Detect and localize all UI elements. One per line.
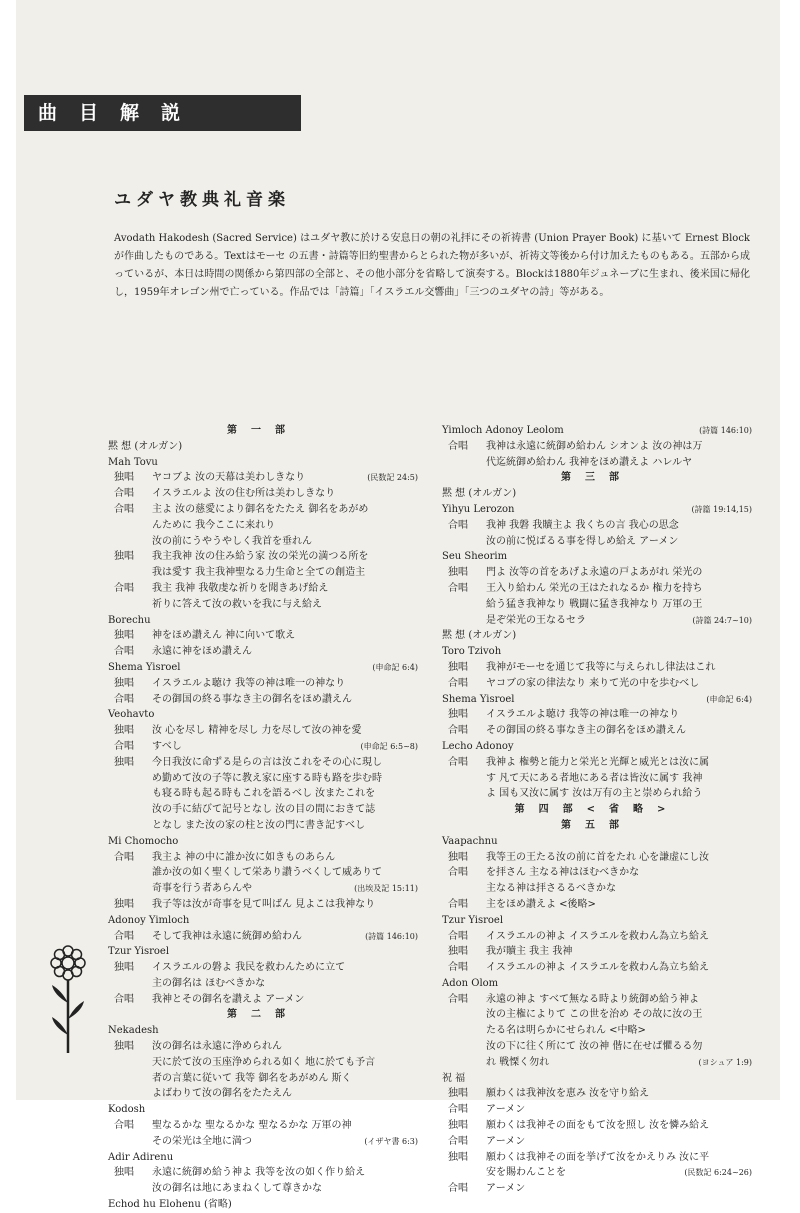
lyric-line: 願わくは我神汝を恵み 汝を守り給え [486, 1088, 650, 1100]
piece-title: Mi Chomocho [108, 835, 179, 847]
scripture-ref: (民数記 6:24~26) [684, 1168, 752, 1178]
role-label: 独唱 [114, 725, 134, 737]
lyric-line: 汝の主権によりて この世を治め その故に汝の王 [486, 1009, 703, 1021]
verse-row [442, 1181, 752, 1197]
verse-row [442, 723, 752, 739]
lyric-line: アーメン [486, 1104, 526, 1116]
role-label: 独唱 [448, 851, 468, 863]
lyric-line: 我神よ 権勢と能力と栄光と光輝と威光とは汝に属 [486, 756, 710, 768]
role-label: 合唱 [114, 740, 134, 752]
lyric-line: 神をほめ讃えん 神に向いて歌え [152, 630, 296, 642]
lyric-line: れ 戦慄く勿れ (ヨシュア 1:9) [486, 1055, 752, 1071]
lyric-line: す 凡て天にある者地にある者は皆汝に属す 我神 [486, 772, 703, 784]
part-heading: 第五部 [561, 819, 633, 831]
role-label: 独唱 [448, 661, 468, 673]
lyric-line: 我等王の王たる汝の前に首をたれ 心を謙虚にし汝 [486, 851, 710, 863]
piece-title-row [442, 423, 752, 439]
verse-row [442, 929, 752, 945]
lyric-line: その御国の終る事なき主の御名をほめ讃えん [486, 725, 686, 737]
piece-title: Echod hu Elohenu (省略) [108, 1199, 232, 1211]
lyric-line: 汝 心を尽し 精神を尽し 力を尽して汝の神を愛 [152, 725, 362, 737]
scripture-ref: (イザヤ書 6:3) [364, 1136, 418, 1146]
verse-row [442, 707, 752, 723]
verse-row [108, 692, 418, 708]
role-label: 合唱 [448, 1183, 468, 1195]
verse-row [108, 470, 418, 486]
meditation-label: 黙 想 (オルガン) [108, 440, 183, 452]
scripture-ref: (詩篇 146:10) [365, 931, 418, 941]
role-label: 合唱 [448, 962, 468, 974]
piece-title: Yimloch Adonoy Leolom [442, 425, 564, 436]
lyric-line: 汝の前にうやうやしく我首を垂れん [152, 535, 312, 547]
scripture-ref: (申命記 6:5~8) [360, 741, 418, 751]
lyric-line: 汝の手に結びて記号となし 汝の目の間におきて誌 [152, 804, 376, 816]
lyric-line: 者の言葉に従いて 我等 御名をあがめん 斯く [152, 1072, 352, 1084]
meditation-label: 黙 想 (オルガン) [442, 488, 517, 500]
piece-title: Toro Tzivoh [442, 646, 502, 658]
scripture-ref: (申命記 6:4) [706, 694, 752, 704]
piece-title: Yihyu Lerozon [442, 503, 515, 515]
role-label: 合唱 [114, 693, 134, 705]
piece-title: Tzur Yisroel [108, 946, 170, 958]
role-label: 独唱 [114, 630, 134, 642]
lyric-line: 汝の御名は地にあまねくして尊きかな [152, 1183, 322, 1195]
verse-row [108, 1165, 418, 1197]
lyric-line: すべし (申命記 6:5~8) [152, 739, 418, 755]
role-label: 合唱 [114, 488, 134, 500]
verse-row [108, 1039, 418, 1102]
lyric-line: を拝さん 主なる神はほむべきかな [486, 867, 640, 879]
scripture-ref: (出埃及記 15:11) [354, 884, 418, 894]
verse-row [442, 1086, 752, 1102]
lyric-line: 天に於て汝の玉座浄められる如く 地に於ても予言 [152, 1056, 376, 1068]
verse-row [108, 628, 418, 644]
verse-row [108, 502, 418, 549]
verse-row [442, 439, 752, 471]
role-label: 独唱 [114, 472, 134, 484]
role-label: 合唱 [448, 519, 468, 531]
role-label: 独唱 [448, 1151, 468, 1163]
lyric-line: 主をほめ讃えよ <後略> [486, 898, 596, 910]
lyric-line: 祈りに答えて汝の救いを我に与え給え [152, 598, 322, 610]
piece-title: Mah Tovu [108, 456, 158, 468]
lyric-line: イスラエルよ 汝の住む所は美わしきなり [152, 488, 336, 500]
lyric-line: 代迄統御め給わん 我神をほめ讃えよ ハレルヤ [486, 456, 693, 468]
role-label: 合唱 [448, 677, 468, 689]
role-label: 合唱 [448, 867, 468, 879]
lyric-line: んために 我今ここに来れり [152, 519, 276, 531]
lyric-line: アーメン [486, 1183, 526, 1195]
lyric-line: 我主よ 神の中に誰か汝に如きものあらん [152, 851, 336, 863]
piece-title: Tzur Yisroel [442, 914, 504, 926]
left-column [108, 423, 418, 1213]
verse-row [442, 1134, 752, 1150]
lyric-line: 願わくは我神その面をもて汝を照し 汝を憐み給え [486, 1120, 710, 1132]
role-label: 独唱 [114, 756, 134, 768]
scripture-ref: (ヨシュア 1:9) [698, 1057, 752, 1067]
lyric-line: 汝の前に悦ばるる事を得しめ給え アーメン [486, 535, 679, 547]
program-page [16, 0, 780, 1211]
role-label: 独唱 [448, 567, 468, 579]
role-label: 独唱 [448, 1088, 468, 1100]
lyric-line: 主の御名は ほむべきかな [152, 977, 266, 989]
piece-title-row [442, 502, 752, 518]
verse-row [108, 960, 418, 992]
verse-row [442, 581, 752, 628]
verse-row [442, 565, 752, 581]
role-label: 独唱 [448, 1120, 468, 1132]
role-label: 合唱 [114, 582, 134, 594]
role-label: 独唱 [114, 677, 134, 689]
scripture-ref: (詩篇 146:10) [699, 426, 752, 435]
role-label: 合唱 [114, 993, 134, 1005]
lyric-line: イスラエルの磐よ 我民を救わんために立て [152, 962, 346, 974]
lyric-line: そして我神は永遠に統御め給わん (詩篇 146:10) [152, 929, 418, 945]
lyric-line: 奇事を行う者あらんや (出埃及記 15:11) [152, 881, 418, 897]
role-label: 合唱 [114, 930, 134, 942]
lyric-line: 誰か汝の如く聖くして栄あり讃うべくして威ありて [152, 867, 382, 879]
lyric-line: アーメン [486, 1135, 526, 1147]
meditation-label: 黙 想 (オルガン) [442, 630, 517, 642]
section-header: 曲目解説 [24, 95, 301, 131]
verse-row [108, 676, 418, 692]
lyric-line: 王入り給わん 栄光の王はたれなるか 権力を持ち [486, 582, 703, 594]
role-label: 独唱 [448, 709, 468, 721]
lyric-line: たる名は明らかにせられん <中略> [486, 1025, 646, 1037]
piece-title: Seu Sheorim [442, 551, 508, 563]
lyric-line: ヤコブよ 汝の天幕は美わしきなり (民数記 24:5) [152, 470, 418, 486]
scripture-ref: (詩篇 19:14,15) [691, 504, 752, 514]
piece-title-row [108, 660, 418, 676]
piece-title: Kodosh [108, 1104, 146, 1116]
verse-row [442, 518, 752, 550]
part-heading: 第三部 [561, 472, 633, 484]
lyric-line: 主よ 汝の慈愛により御名をたたえ 御名をあがめ [152, 503, 369, 515]
verse-row [442, 992, 752, 1071]
verse-row [442, 1118, 752, 1134]
piece-title: Adir Adirenu [108, 1151, 174, 1163]
lyric-line: も寝る時も起る時もこれを語るべし 汝またこれを [152, 788, 376, 800]
main-title: ユダヤ教典礼音楽 [114, 190, 290, 210]
intro-paragraph: Avodath Hakodesh (Sacred Service) はユダヤ教に於ける安息日の朝の礼拝にその祈祷書 (Union Prayer Book) に基いて Ernest Block が作曲したものである。Textはモーセ の五書・詩篇等旧約聖書からとられた物が多いが、祈祷文等後から付け加えたものもある。五部から成っているが、本日は時間の関係から第四部の全部と、その他小部分を省略して演奏する。Blockは1880年ジュネーブに生まれ、後米国に帰化し，1959年オレゴン州で亡っている。作品では「詩篇」「イスラエル交響曲」「三つのユダヤの詩」等がある。 [114, 233, 750, 298]
verse-row [108, 850, 418, 897]
verse-row [442, 850, 752, 866]
verse-row [442, 660, 752, 676]
lyric-line: 我主 我神 我敬虔な祈りを聞きあげ給え [152, 582, 329, 594]
role-label: 独唱 [114, 551, 134, 563]
verse-row [108, 644, 418, 660]
verse-row [442, 1150, 752, 1182]
lyric-line: 汝の御名は永遠に浄められん [152, 1041, 282, 1053]
scripture-ref: (詩篇 24:7~10) [692, 615, 752, 625]
role-label: 合唱 [448, 898, 468, 910]
verse-row [108, 486, 418, 502]
lyric-line: 安を賜わんことを (民数記 6:24~26) [486, 1165, 752, 1181]
part-heading: 第四部<省略> [514, 804, 680, 816]
lyric-line: よ 国も又汝に属す 汝は万有の主と崇められ給う [486, 788, 703, 800]
lyric-line: 永遠に神をほめ讃えん [152, 646, 252, 658]
piece-title-row [442, 692, 752, 708]
role-label: 合唱 [448, 993, 468, 1005]
role-label: 独唱 [114, 898, 134, 910]
lyric-line: 今日我汝に命ずる是らの言は汝これをその心に現し [152, 756, 382, 768]
lyric-line: 我神がモーセを通じて我等に与えられし律法はこれ [486, 661, 716, 673]
lyric-line: め勤めて汝の子等に教え家に座する時も路を歩む時 [152, 772, 382, 784]
right-column [442, 423, 752, 1197]
role-label: 独唱 [114, 1041, 134, 1053]
verse-row [442, 944, 752, 960]
verse-row [442, 960, 752, 976]
lyric-line: 我神 我磐 我贖主よ 我くちの言 我心の思念 [486, 519, 679, 531]
role-label: 独唱 [114, 962, 134, 974]
role-label: 合唱 [448, 440, 468, 452]
role-label: 独唱 [114, 1167, 134, 1179]
verse-row [108, 992, 418, 1008]
lyric-line: となし また汝の家の柱と汝の門に書き記すべし [152, 819, 365, 831]
part-heading: 第一部 [227, 425, 299, 436]
lyric-line: 我神は永遠に統御め給わん シオンよ 汝の神は万 [486, 440, 703, 452]
lyric-line: 我主我神 汝の住み給う家 汝の栄光の満つる所を [152, 551, 369, 563]
role-label: 合唱 [114, 851, 134, 863]
lyric-line: イスラエルの神よ イスラエルを救わん為立ち給え [486, 962, 709, 974]
piece-title: Vaapachnu [442, 835, 498, 847]
verse-row [108, 755, 418, 834]
lyric-line: 永遠の神よ すべて無なる時より統御め給う神よ [486, 993, 699, 1005]
lyric-line: イスラエルよ聴け 我等の神は唯一の神なり [486, 709, 680, 721]
lyric-line: 我神とその御名を讃えよ アーメン [152, 993, 305, 1005]
role-label: 合唱 [448, 1135, 468, 1147]
lyric-line: その御国の終る事なき主の御名をほめ讃えん [152, 693, 352, 705]
lyric-line: 我が贖主 我主 我神 [486, 946, 573, 958]
piece-title: Veohavto [108, 709, 155, 721]
role-label: 合唱 [448, 1104, 468, 1116]
role-label: 合唱 [114, 1120, 134, 1132]
lyric-line: 我は愛す 我主我神聖なる力生命と全ての創造主 [152, 567, 366, 579]
piece-title: Nekadesh [108, 1025, 159, 1037]
verse-row [108, 929, 418, 945]
piece-title: Shema Yisroel [108, 661, 181, 673]
piece-title: Lecho Adonoy [442, 740, 514, 752]
lyric-line: 門よ 汝等の首をあげよ永遠の戸よあがれ 栄光の [486, 567, 703, 579]
verse-row [108, 739, 418, 755]
lyric-line: 是ぞ栄光の王なるセラ (詩篇 24:7~10) [486, 613, 752, 629]
scripture-ref: (申命記 6:4) [372, 662, 418, 672]
part-heading: 第二部 [227, 1009, 299, 1021]
verse-row [442, 865, 752, 897]
lyric-line: 汝の下に往く所にて 汝の神 偕に在せば懼るる勿 [486, 1041, 703, 1053]
verse-row [108, 723, 418, 739]
lyric-line: 聖なるかな 聖なるかな 聖なるかな 万軍の神 [152, 1120, 352, 1132]
lyric-line: 永遠に統御め給う神よ 我等を汝の如く作り給え [152, 1167, 366, 1179]
lyric-line: ヤコブの家の律法なり 来りて光の中を歩むべし [486, 677, 700, 689]
role-label: 合唱 [448, 582, 468, 594]
verse-row [108, 549, 418, 581]
piece-title: Adonoy Yimloch [108, 914, 190, 926]
verse-row [442, 755, 752, 802]
role-label: 独唱 [448, 946, 468, 958]
lyric-line: 給う猛き我神なり 戦闘に猛き我神なり 万軍の王 [486, 598, 703, 610]
role-label: 合唱 [448, 725, 468, 737]
verse-row [108, 581, 418, 613]
verse-row [442, 1102, 752, 1118]
verse-row [442, 676, 752, 692]
lyric-line: イスラエルの神よ イスラエルを救わん為立ち給え [486, 930, 709, 942]
lyric-line: よばわりて汝の御名をたたえん [152, 1088, 292, 1100]
verse-row [108, 1118, 418, 1150]
lyric-line: 我子等は汝が奇事を見て叫ばん 見よこは我神なり [152, 898, 376, 910]
lyric-line: その栄光は全地に満つ (イザヤ書 6:3) [152, 1134, 418, 1150]
piece-title: 祝 福 [442, 1072, 466, 1084]
scripture-ref: (民数記 24:5) [367, 473, 418, 483]
role-label: 合唱 [448, 930, 468, 942]
verse-row [108, 897, 418, 913]
lyric-line: イスラエルよ聴け 我等の神は唯一の神なり [152, 677, 346, 689]
flower-ornament-icon [46, 945, 90, 1055]
piece-title: Shema Yisroel [442, 693, 515, 705]
lyric-line: 願わくは我神その面を挙げて汝をかえりみ 汝に平 [486, 1151, 710, 1163]
verse-row [442, 897, 752, 913]
role-label: 合唱 [448, 756, 468, 768]
role-label: 合唱 [114, 503, 134, 515]
piece-title: Borechu [108, 614, 151, 626]
role-label: 合唱 [114, 646, 134, 658]
piece-title: Adon Olom [442, 977, 499, 989]
lyric-line: 主なる神は拝さるるべきかな [486, 883, 616, 895]
